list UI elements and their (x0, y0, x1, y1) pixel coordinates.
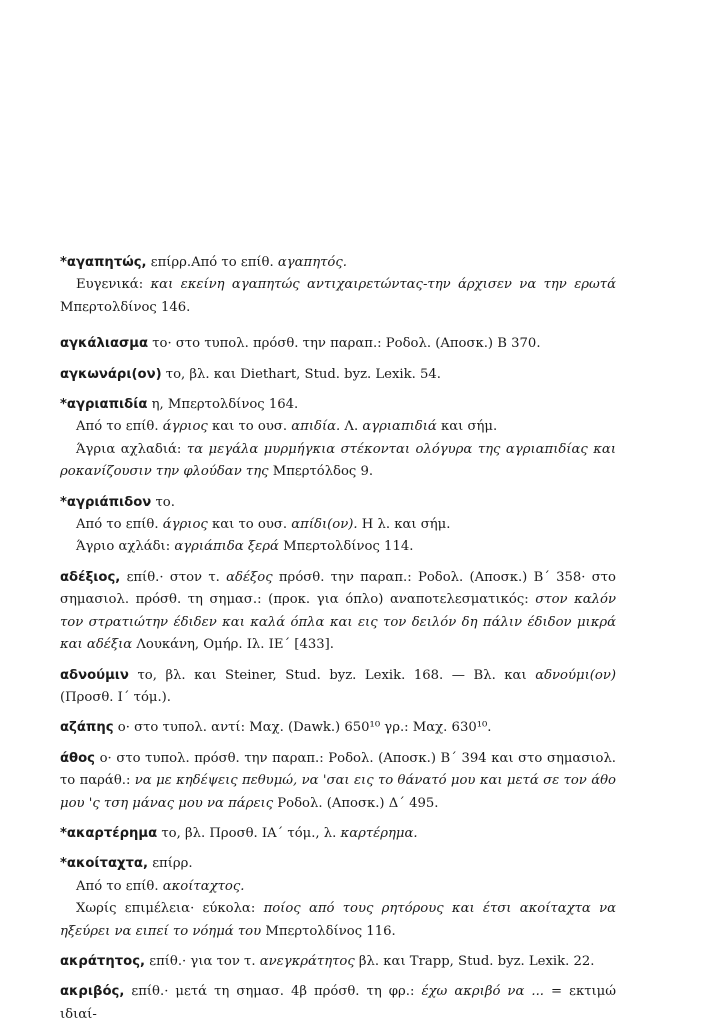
body-text: = εκτιμώ ιδιαί- (60, 984, 616, 1022)
italic-text: απιδία. (291, 419, 341, 435)
body-text: Άγρια αχλαδιά: (76, 441, 187, 457)
body-text: Μπερτολδίνος 146. (60, 299, 191, 315)
body-text: Η λ. και σήμ. (357, 517, 451, 533)
body-text: και το ουσ. (207, 419, 292, 435)
body-text: Λουκάνη, Ομήρ. Ιλ. ΙΕ΄ [433]. (132, 637, 334, 653)
entry-headword: *ακαρτέρημα (60, 825, 158, 841)
entry-first-line (60, 333, 616, 355)
italic-text: στον καλόν τον στρατιώτην έδιδεν και καλά όπλα και εις τον δειλόν δη πάλιν έδιδον μικρά και αδέξια (60, 592, 616, 653)
lexicon-entry (60, 823, 616, 845)
lexicon-entry (60, 492, 616, 559)
lexicon-entry (60, 951, 616, 973)
body-text: Ροδολ. (Αποσκ.) Δ΄ 495. (273, 795, 439, 811)
lexicon-entry (60, 665, 616, 710)
entry-first-line (60, 951, 616, 973)
italic-text: να με κηδέψεις πεθυμώ, να 'σαι εις το θάνατό μου και μετά σε τον άθο μου 'ς τση μάνας μου να πάρεις (60, 773, 616, 811)
body-text: Μπερτολδίνος 116. (261, 923, 396, 939)
body-text: Άγριο αχλάδι: (76, 539, 175, 555)
lexicon-entry (60, 252, 616, 319)
entry-first-line (60, 567, 616, 657)
italic-text: και εκείνη αγαπητώς αντιχαιρετώντας-την άρχισεν να την ερωτά (150, 277, 616, 293)
body-text: ο· στο τυπολ. αντί: Μαχ. (Dawk.) 650¹⁰ γρ.: Μαχ. 630¹⁰. (117, 720, 492, 736)
entry-headword: άθος (60, 750, 95, 766)
entry-line (60, 514, 616, 536)
entry-headword: ακριβός, (60, 984, 125, 1000)
italic-text: ακοίταχτος. (162, 878, 245, 894)
body-text: επίθ.· στον τ. (126, 569, 227, 585)
body-text: το, βλ. και Steiner, Stud. byz. Lexik. 168. — Βλ. και (137, 667, 536, 683)
italic-text: αγριαπιδιά (362, 419, 437, 435)
body-text: το. (155, 494, 175, 510)
entry-first-line (60, 394, 616, 416)
entry-first-line (60, 748, 616, 815)
italic-text: αγριάπιδα ξερά (174, 539, 279, 555)
entry-part-of-speech: επίρρ. (150, 255, 192, 270)
entry-headword: *ακοίταχτα, (60, 856, 148, 872)
italic-text: ποίος από τους ρητόρους και έτσι ακοίταχτα να ηξεύρει να ειπεί το νόημά του (60, 901, 617, 939)
entry-headword: αγκωνάρι(ον) (60, 366, 162, 382)
lexicon-entry (60, 853, 616, 943)
lexicon-entry (60, 364, 616, 386)
lexicon-entry (60, 333, 616, 355)
body-text: βλ. και Trapp, Stud. byz. Lexik. 22. (354, 953, 595, 969)
body-text: επίθ.· για τον τ. (149, 953, 260, 969)
italic-text: αγαπητός. (277, 255, 347, 270)
italic-text: τα μεγάλα μυρμήγκια στέκονται ολόγυρα της αγριαπιδίας και ροκανίζουσιν την φλούδαν της (60, 441, 616, 480)
entry-first-line (60, 823, 616, 845)
entry-headword: αγκάλιασμα (60, 336, 149, 352)
body-text: Από το επίθ. (76, 878, 163, 894)
body-text: η, Μπερτολδίνος 164. (151, 397, 299, 413)
body-text: Χωρίς επιμέλεια· εύκολα: (76, 901, 264, 917)
lexicon-entry (60, 748, 616, 815)
body-text: Μπερτόλδος 9. (268, 464, 374, 480)
entry-headword: ακράτητος, (60, 953, 146, 969)
body-text: και το ουσ. (207, 517, 292, 533)
lexicon-column (60, 252, 616, 1034)
entry-line (60, 439, 616, 484)
lexicon-entry (60, 717, 616, 739)
body-text: το, βλ. Προσθ. ΙΑ΄ τόμ., λ. (161, 825, 341, 841)
body-text: επίρρ. (152, 856, 193, 872)
italic-text: αδέξος (226, 569, 273, 585)
entry-headword: *αγαπητώς, (60, 255, 147, 270)
entry-line (60, 416, 616, 438)
body-text: Λ. (340, 419, 363, 435)
entry-first-line (60, 252, 616, 274)
body-text: και σήμ. (436, 419, 498, 435)
lexicon-entry (60, 567, 616, 657)
body-text: Μπερτολδίνος 114. (278, 539, 414, 555)
entry-first-line (60, 492, 616, 514)
lexicon-entry (60, 394, 616, 484)
italic-text: άγριος (162, 517, 208, 533)
body-text: το, βλ. και Diethart, Stud. byz. Lexik. 54. (165, 366, 441, 382)
entry-headword: *αγριαπιδία (60, 397, 148, 413)
italic-text: αδνούμι(ον) (535, 667, 616, 683)
entry-headword: αδέξιος, (60, 569, 121, 585)
lexicon-entry (60, 981, 616, 1026)
body-text: Από το επίθ. (76, 419, 163, 435)
entry-line (60, 898, 616, 943)
entry-line (60, 876, 616, 898)
body-text: το· στο τυπολ. πρόσθ. την παραπ.: Ροδολ. (Αποσκ.) Β 370. (152, 336, 541, 352)
italic-text: άγριος (162, 419, 208, 435)
entry-headword: αδνούμιν (60, 667, 129, 683)
italic-text: ανεγκράτητος (259, 953, 355, 969)
italic-text: έχω ακριβό να ... (421, 984, 544, 1000)
entry-headword: αζάπης (60, 720, 114, 736)
body-text: πρόσθ. την παραπ.: Ροδολ. (Αποσκ.) Β΄ 358· στο σημασιολ. πρόσθ. τη σημασ.: (προκ. για όπλο) αναποτελεσματικός: (60, 569, 616, 608)
entry-headword: *αγριάπιδον (60, 494, 152, 510)
italic-text: καρτέρημα. (340, 825, 418, 841)
entry-line (60, 536, 616, 558)
body-text: (Προσθ. Ι΄ τόμ.). (60, 689, 171, 705)
body-text: Από το επίθ. (191, 255, 278, 270)
entry-first-line (60, 364, 616, 386)
entry-first-line (60, 853, 616, 875)
entry-line (60, 274, 616, 319)
body-text: Από το επίθ. (76, 517, 163, 533)
body-text: επίθ.· μετά τη σημασ. 4β πρόσθ. τη φρ.: (131, 984, 422, 1000)
italic-text: απίδι(ον). (291, 517, 358, 533)
entry-first-line (60, 665, 616, 710)
body-text: Ευγενικά: (76, 277, 151, 293)
entry-first-line (60, 981, 616, 1026)
entry-first-line (60, 717, 616, 739)
body-text: ο· στο τυπολ. πρόσθ. την παραπ.: Ροδολ. (Αποσκ.) Β΄ 394 και στο σημασιολ. το παράθ.: (60, 750, 617, 789)
